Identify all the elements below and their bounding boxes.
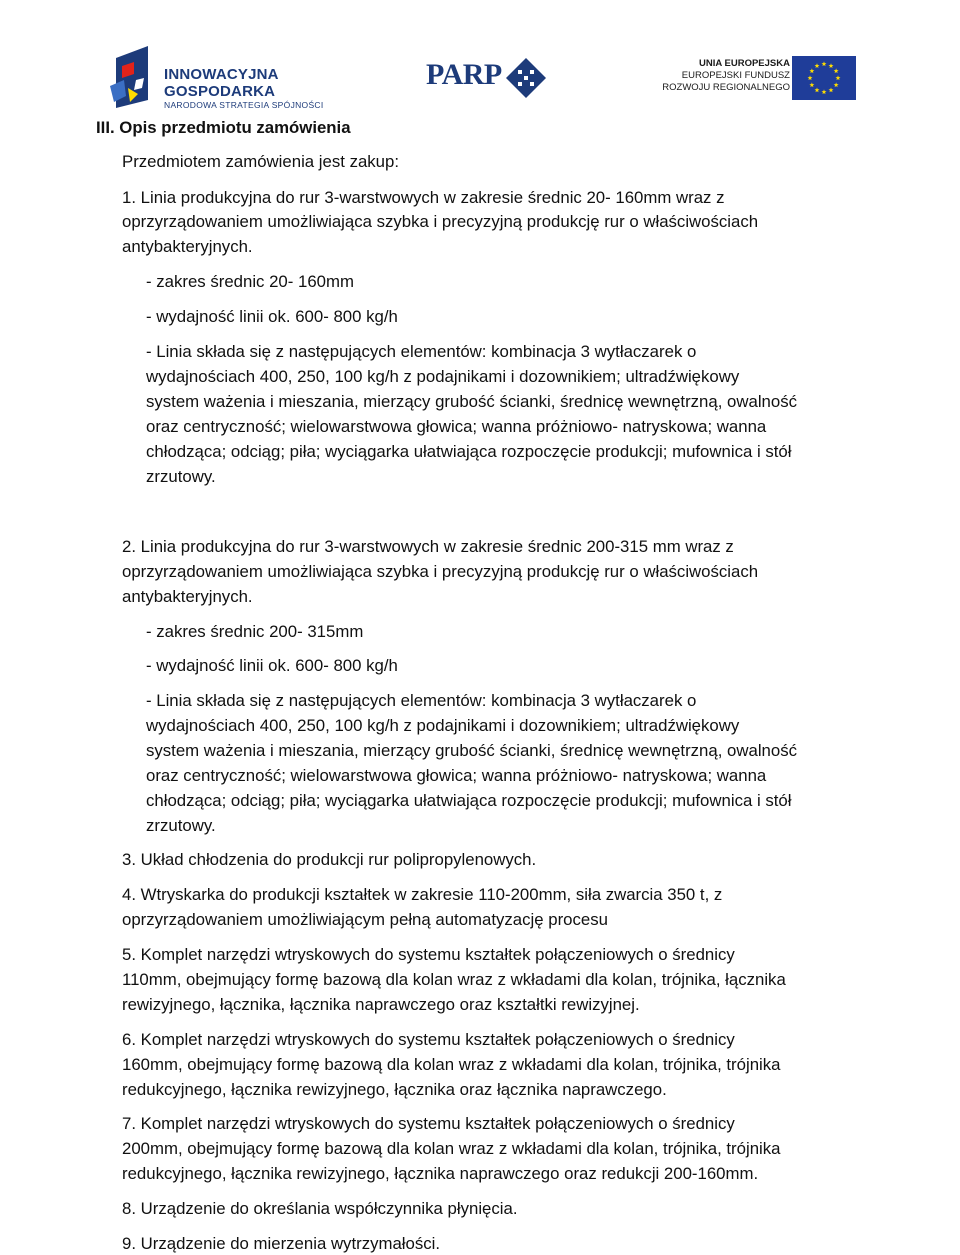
eu-flag-icon	[792, 56, 856, 100]
document-line: - zakres średnic 20- 160mm	[146, 272, 354, 291]
logo-left-subtitle: NARODOWA STRATEGIA SPÓJNOŚCI	[164, 100, 324, 110]
parp-logo	[426, 56, 556, 100]
document-line: system ważenia i mieszania, mierzący grubość ścianki, średnicę wewnętrzną, owalność	[146, 741, 798, 760]
parp-logo-text: PARP	[426, 58, 502, 91]
document-line: chłodząca; odciąg; piła; wyciągarka ułatwiająca rozpoczęcie produkcji; mufownica i stół	[146, 791, 792, 810]
eu-logo	[662, 56, 876, 102]
document-line: - wydajność linii ok. 600- 800 kg/h	[146, 307, 398, 326]
document-line: wydajnościach 400, 250, 100 kg/h z podajnikami i dozownikiem; ultradźwiękowy	[146, 367, 740, 386]
document-line: 6. Komplet narzędzi wtryskowych do systemu kształtek połączeniowych o średnicy	[122, 1030, 735, 1049]
innowacyjna-gospodarka-emblem-icon	[108, 44, 160, 110]
document-line: 4. Wtryskarka do produkcji kształtek w zakresie 110-200mm, siła zwarcia 350 t, z	[122, 885, 723, 904]
document-line: - Linia składa się z następujących elementów: kombinacja 3 wytłaczarek o	[146, 691, 697, 710]
document-line: 2. Linia produkcyjna do rur 3-warstwowych w zakresie średnic 200-315 mm wraz z	[122, 537, 734, 556]
logo-left-line2: GOSPODARKA	[164, 83, 276, 100]
logo-left-title	[164, 66, 279, 100]
document-line: 5. Komplet narzędzi wtryskowych do systemu kształtek połączeniowych o średnicy	[122, 945, 735, 964]
section-title: III. Opis przedmiotu zamówienia	[96, 118, 351, 137]
document-line: redukcyjnego, łącznika rewizyjnego, łącznika oraz łącznika naprawczego.	[122, 1080, 667, 1099]
document-line: 160mm, obejmujący formę bazową dla kolan wraz z wkładami dla kolan, trójnika, trójnika	[122, 1055, 781, 1074]
document-line: 1. Linia produkcyjna do rur 3-warstwowych w zakresie średnic 20- 160mm wraz z	[122, 188, 725, 207]
document-line: oprzyrządowaniem umożliwiająca szybka i precyzyjną produkcję rur o właściwościach	[122, 562, 759, 581]
document-line: 110mm, obejmujący formę bazową dla kolan wraz z wkładami dla kolan, trójnika, łącznika	[122, 970, 786, 989]
document-line: oprzyrządowaniem umożliwiająca szybka i precyzyjną produkcję rur o właściwościach	[122, 212, 759, 231]
document-line: 200mm, obejmujący formę bazową dla kolan wraz z wkładami dla kolan, trójnika, trójnika	[122, 1139, 781, 1158]
document-line: 8. Urządzenie do określania współczynnika płynięcia.	[122, 1199, 518, 1218]
document-line: redukcyjnego, łącznika rewizyjnego, łącznika naprawczego oraz redukcji 200-160mm.	[122, 1164, 759, 1183]
document-line: zrzutowy.	[146, 467, 216, 486]
eu-logo-line3: ROZWOJU REGIONALNEGO	[662, 82, 790, 93]
page-header	[0, 38, 960, 118]
document-line: 9. Urządzenie do mierzenia wytrzymałości.	[122, 1234, 441, 1253]
document-line: oraz centryczność; wielowarstwowa głowica; wanna próżniowo- natryskowa; wanna	[146, 766, 767, 785]
innowacyjna-gospodarka-logo	[108, 44, 328, 110]
document-line: wydajnościach 400, 250, 100 kg/h z podajnikami i dozownikiem; ultradźwiękowy	[146, 716, 740, 735]
eu-logo-text	[662, 58, 790, 94]
document-line: system ważenia i mieszania, mierzący grubość ścianki, średnicę wewnętrzną, owalność	[146, 392, 798, 411]
document-line: zrzutowy.	[146, 816, 216, 835]
eu-logo-line1: UNIA EUROPEJSKA	[699, 58, 790, 69]
document-line: oraz centryczność; wielowarstwowa głowica; wanna próżniowo- natryskowa; wanna	[146, 417, 767, 436]
document-line: 3. Układ chłodzenia do produkcji rur polipropylenowych.	[122, 850, 537, 869]
eu-logo-line2: EUROPEJSKI FUNDUSZ	[681, 70, 790, 81]
document-line: 7. Komplet narzędzi wtryskowych do systemu kształtek połączeniowych o średnicy	[122, 1114, 735, 1133]
document-line: - wydajność linii ok. 600- 800 kg/h	[146, 656, 398, 675]
document-line: antybakteryjnych.	[122, 237, 253, 256]
intro-text: Przedmiotem zamówienia jest zakup:	[122, 152, 400, 171]
logo-left-line1: INNOWACYJNA	[164, 66, 279, 83]
parp-emblem-icon	[504, 56, 548, 100]
document-line: - Linia składa się z następujących elementów: kombinacja 3 wytłaczarek o	[146, 342, 697, 361]
document-line: oprzyrządowaniem umożliwiającym pełną automatyzację procesu	[122, 910, 608, 929]
document-line: antybakteryjnych.	[122, 587, 253, 606]
document-line: - zakres średnic 200- 315mm	[146, 622, 364, 641]
document-line: chłodząca; odciąg; piła; wyciągarka ułatwiająca rozpoczęcie produkcji; mufownica i stół	[146, 442, 792, 461]
document-line: rewizyjnego, łącznika, łącznika naprawczego oraz kształtki rewizyjnej.	[122, 995, 640, 1014]
